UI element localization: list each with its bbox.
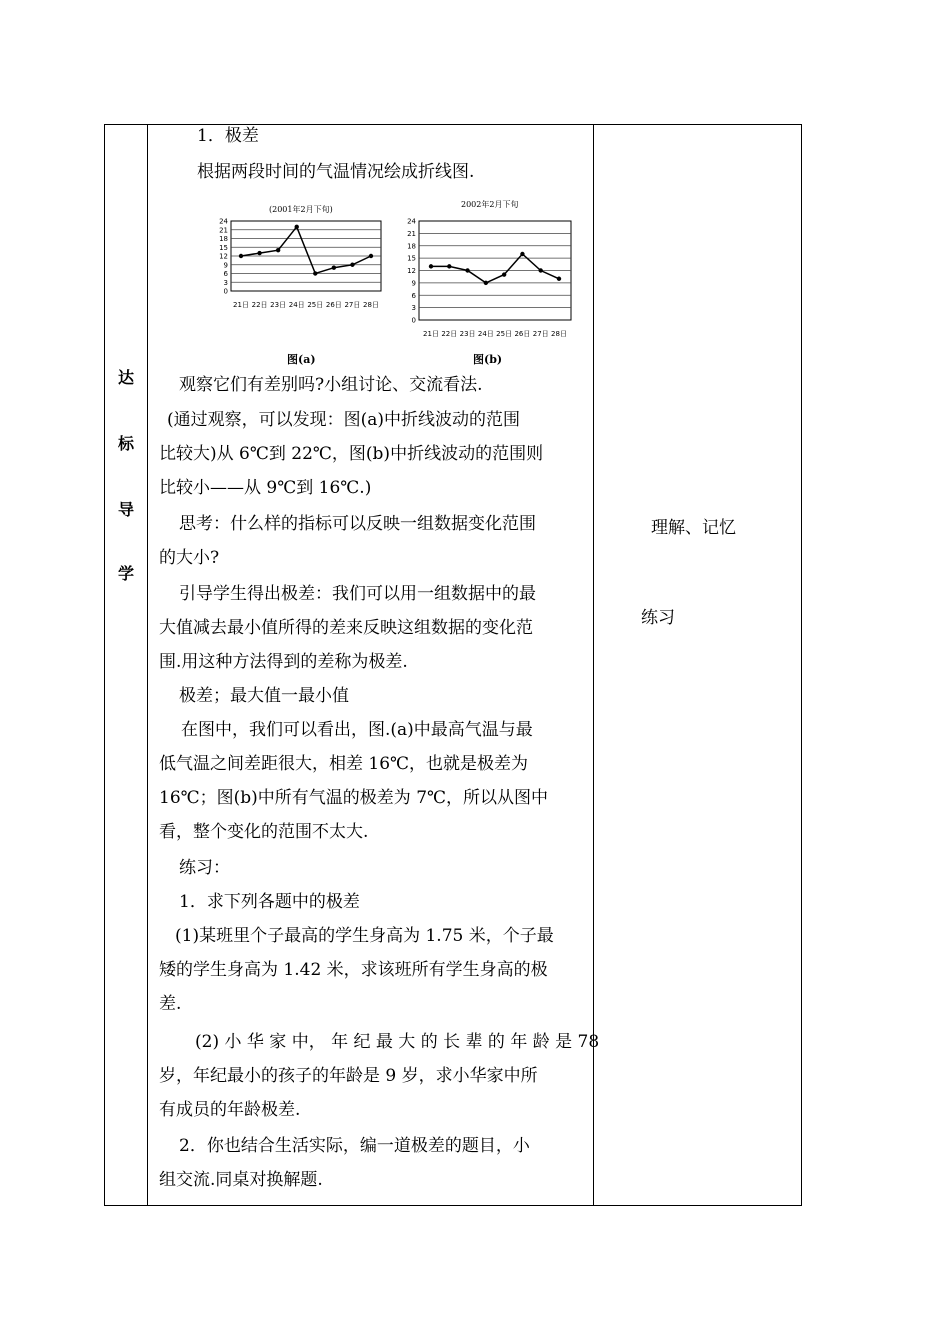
y-tick-label: 3 xyxy=(411,304,416,313)
x-tick-label: 28日 xyxy=(551,330,567,338)
paragraph-line: 差. xyxy=(159,994,182,1014)
y-tick-label: 12 xyxy=(407,267,416,275)
data-point xyxy=(539,268,543,272)
data-point xyxy=(257,251,261,255)
paragraph-line: 1．求下列各题中的极差 xyxy=(179,892,360,912)
y-tick-label: 15 xyxy=(407,254,416,263)
y-tick-label: 24 xyxy=(219,217,228,226)
x-tick-label: 24日 xyxy=(477,330,494,338)
data-point xyxy=(520,252,524,256)
paragraph-line: 16℃；图(b)中所有气温的极差为 7℃，所以从图中 xyxy=(159,788,549,808)
paragraph-line: (2) 小 华 家 中， 年 纪 最 大 的 长 辈 的 年 龄 是 78 xyxy=(195,1032,600,1052)
y-tick-label: 15 xyxy=(219,243,228,252)
chart-b-title: 2002年2月下旬 xyxy=(461,200,519,209)
note-line: 理解、记忆 xyxy=(651,518,736,538)
y-tick-label: 21 xyxy=(219,226,228,235)
practice-heading: 练习： xyxy=(179,858,230,878)
data-point xyxy=(239,254,243,258)
y-tick-label: 18 xyxy=(407,242,416,251)
y-tick-label: 24 xyxy=(407,217,416,226)
x-tick-label: 27日 xyxy=(532,330,549,338)
y-tick-label: 18 xyxy=(219,235,228,243)
data-point xyxy=(350,263,354,267)
paragraph-line: 大值减去最小值所得的差来反映这组数据的变化范 xyxy=(159,618,533,638)
y-tick-label: 21 xyxy=(407,229,416,238)
chart-b xyxy=(397,211,577,351)
paragraph-line: 围.用这种方法得到的差称为极差. xyxy=(159,652,408,672)
chart-a-title: (2001年2月下旬) xyxy=(269,205,333,214)
paragraph-line: 在图中，我们可以看出，图.(a)中最高气温与最 xyxy=(181,720,533,740)
data-point xyxy=(295,225,299,229)
paragraph-line: 极差；最大值一最小值 xyxy=(179,686,349,706)
data-point xyxy=(429,264,433,268)
data-point xyxy=(313,271,317,275)
x-tick-label: 23日 xyxy=(459,330,476,338)
paragraph-line: 观察它们有差别吗?小组讨论、交流看法. xyxy=(179,375,483,395)
x-tick-label: 27日 xyxy=(344,301,361,309)
paragraph-line: 矮的学生身高为 1.42 米，求该班所有学生身高的极 xyxy=(159,960,548,980)
y-tick-label: 9 xyxy=(223,261,228,270)
y-tick-label: 0 xyxy=(223,287,228,296)
paragraph-line: 比较小——从 9℃到 16℃.) xyxy=(159,478,372,498)
chart-a-caption: 图(a) xyxy=(287,353,316,366)
x-tick-label: 22日 xyxy=(441,330,458,338)
x-tick-label: 28日 xyxy=(363,301,379,309)
x-tick-label: 22日 xyxy=(251,301,268,309)
paragraph-line: 思考：什么样的指标可以反映一组数据变化范围 xyxy=(179,514,536,534)
lesson-table xyxy=(104,124,802,1206)
side-label-char: 学 xyxy=(117,564,134,583)
x-tick-label: 21日 xyxy=(423,330,439,338)
line-charts xyxy=(207,199,577,367)
data-point xyxy=(502,272,506,276)
paragraph-line: 根据两段时间的气温情况绘成折线图. xyxy=(197,162,475,182)
y-tick-label: 6 xyxy=(411,291,416,300)
section-heading: 1．极差 xyxy=(197,126,259,146)
side-label-char: 导 xyxy=(117,500,134,519)
x-tick-label: 25日 xyxy=(307,301,324,309)
x-tick-label: 24日 xyxy=(288,301,305,309)
data-point xyxy=(557,277,561,281)
y-tick-label: 12 xyxy=(219,252,228,261)
data-point xyxy=(276,248,280,252)
paragraph-line: 有成员的年龄极差. xyxy=(159,1100,301,1120)
column-divider xyxy=(147,125,148,1205)
paragraph-line: 的大小? xyxy=(159,548,220,568)
y-tick-label: 0 xyxy=(411,316,416,325)
x-tick-label: 21日 xyxy=(233,301,249,309)
note-line: 练习 xyxy=(641,608,675,628)
paragraph-line: (通过观察，可以发现：图(a)中折线波动的范围 xyxy=(167,410,521,430)
data-point xyxy=(484,281,488,285)
chart-b-caption: 图(b) xyxy=(473,353,503,366)
paragraph-line: 2．你也结合生活实际，编一道极差的题目，小 xyxy=(179,1136,530,1156)
paragraph-line: 岁，年纪最小的孩子的年龄是 9 岁，求小华家中所 xyxy=(159,1066,538,1086)
y-tick-label: 9 xyxy=(411,279,416,288)
paragraph-line: 看，整个变化的范围不太大. xyxy=(159,822,369,842)
y-tick-label: 3 xyxy=(223,278,228,287)
x-tick-label: 23日 xyxy=(270,301,287,309)
side-label-char: 标 xyxy=(117,434,134,453)
y-tick-label: 6 xyxy=(223,270,228,278)
x-tick-label: 26日 xyxy=(325,301,342,309)
side-label-char: 达 xyxy=(117,368,134,387)
data-point xyxy=(332,265,336,269)
side-label-column xyxy=(105,125,147,1205)
paragraph-line: 比较大)从 6℃到 22℃，图(b)中折线波动的范围则 xyxy=(159,444,544,464)
paragraph-line: 引导学生得出极差：我们可以用一组数据中的最 xyxy=(179,584,536,604)
paragraph-line: (1)某班里个子最高的学生身高为 1.75 米，个子最 xyxy=(175,926,554,946)
x-tick-label: 26日 xyxy=(514,330,531,338)
paragraph-line: 组交流.同桌对换解题. xyxy=(159,1170,323,1190)
data-point xyxy=(369,254,373,258)
data-point xyxy=(465,268,469,272)
x-tick-label: 25日 xyxy=(496,330,513,338)
chart-a xyxy=(207,213,382,343)
paragraph-line: 低气温之间差距很大，相差 16℃，也就是极差为 xyxy=(159,754,529,774)
data-point xyxy=(447,264,451,268)
